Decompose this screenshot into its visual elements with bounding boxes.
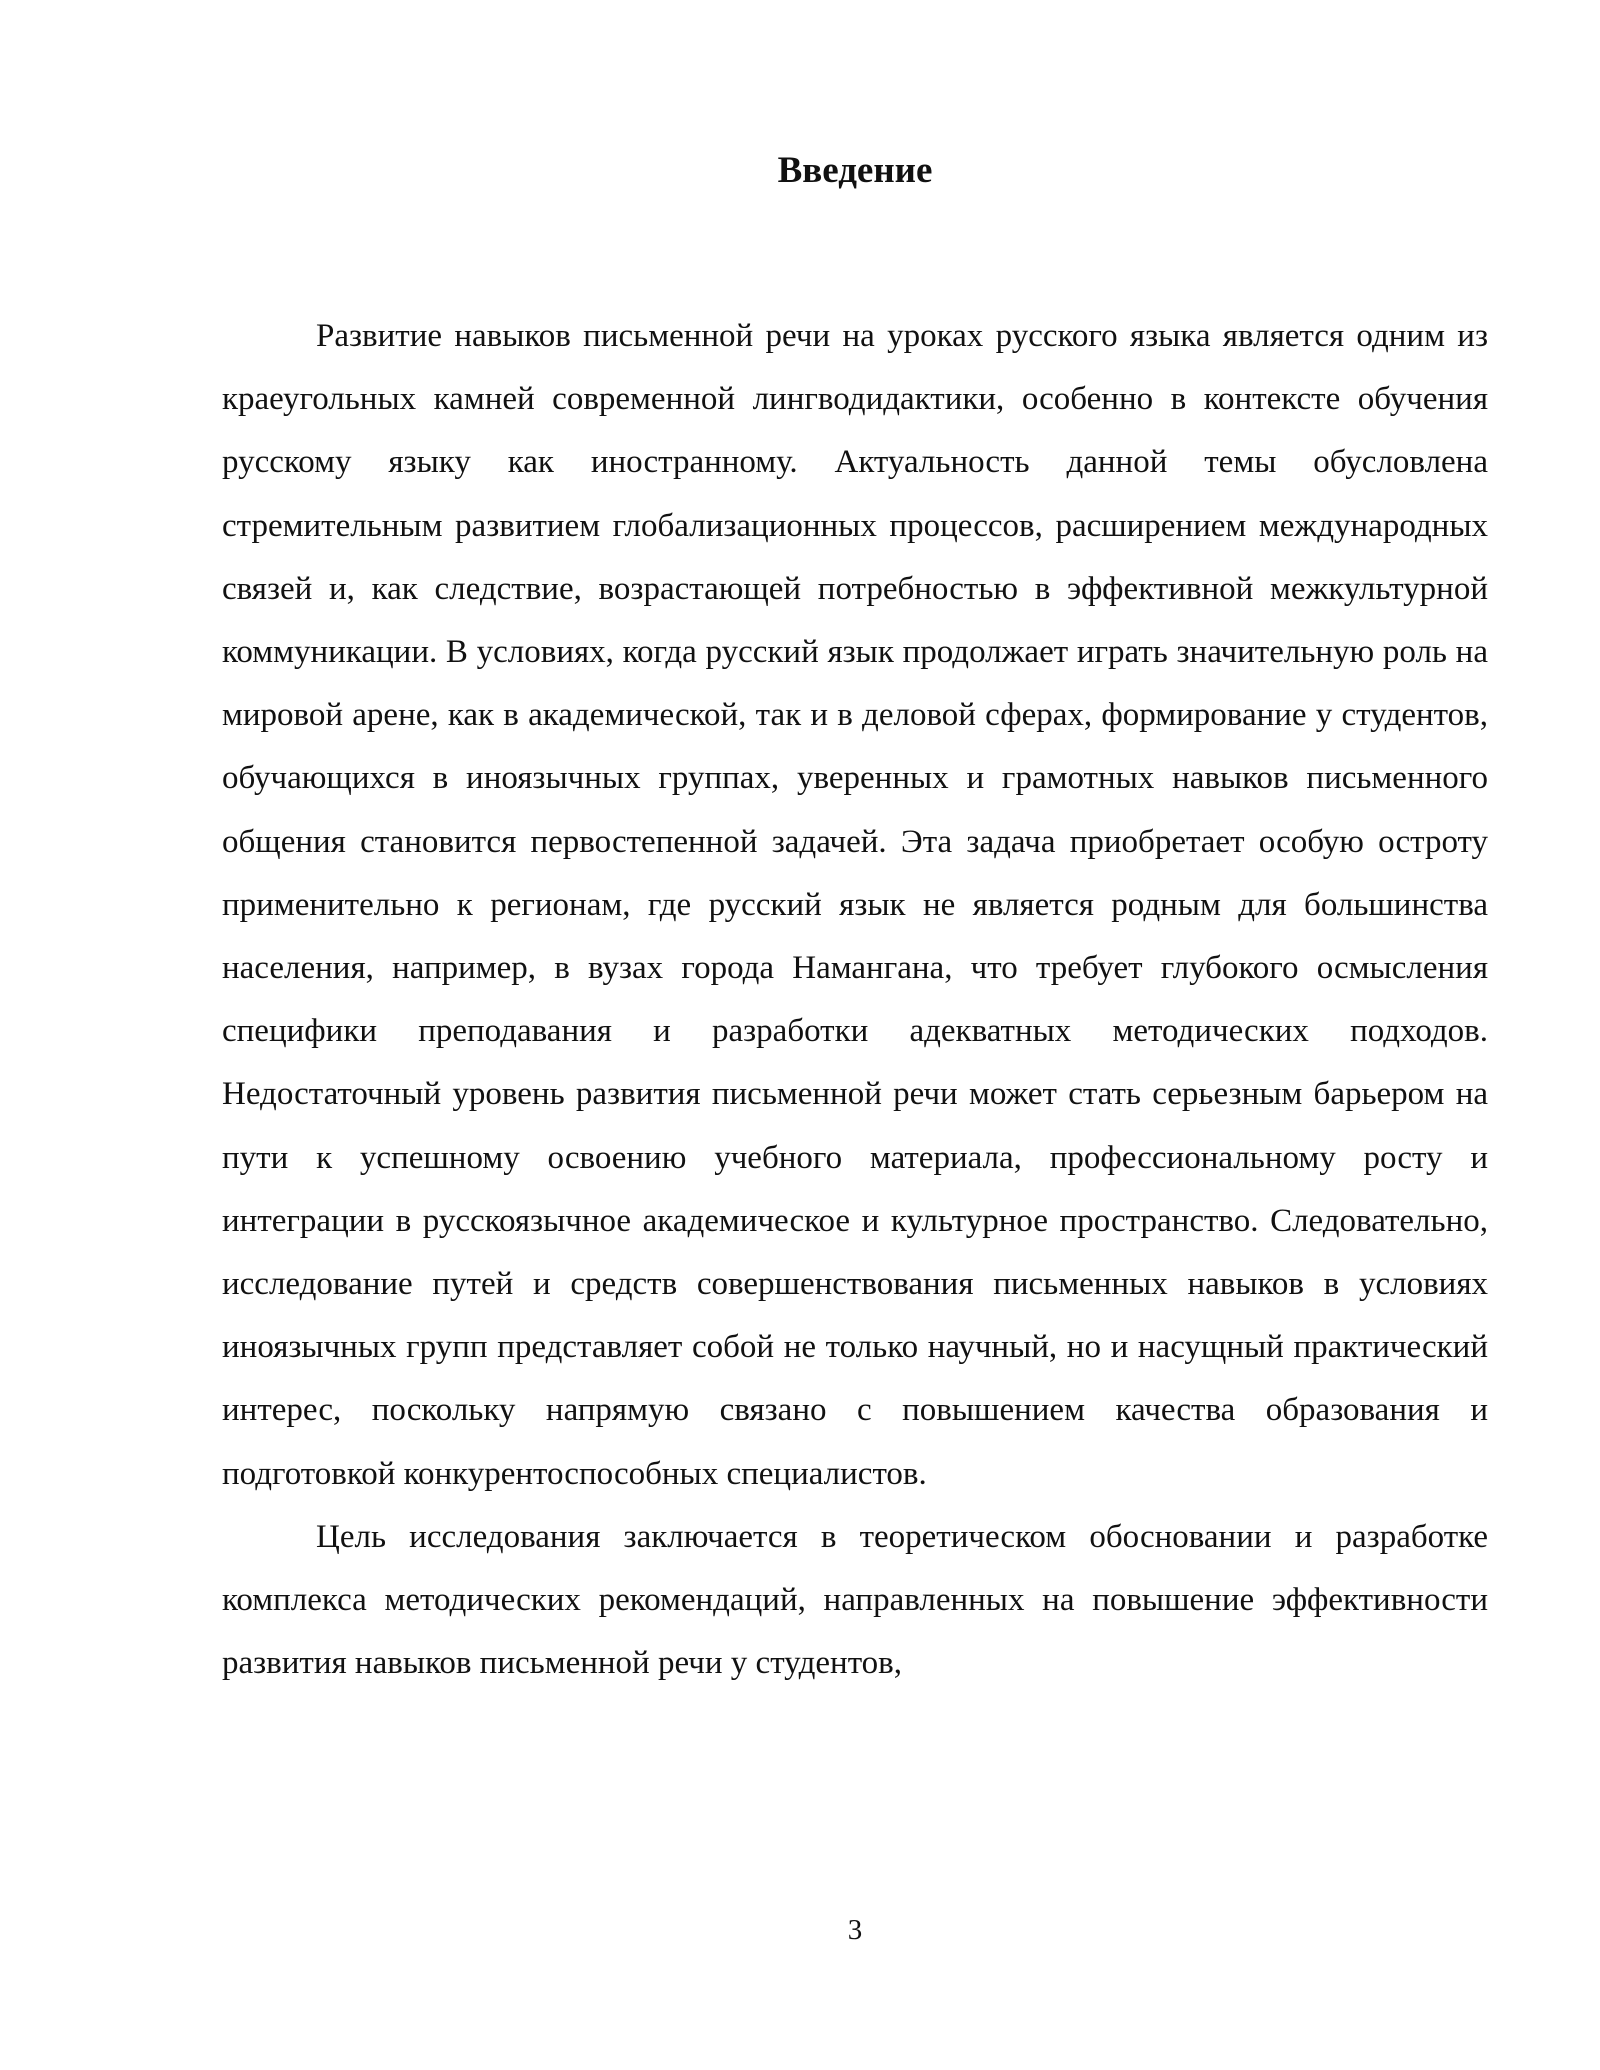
- paragraph-introduction-relevance: Развитие навыков письменной речи на уроках русского языка является одним из краеугольных камней современной лингводидактики, особенно в контексте обучения русскому языку как иностранному. Актуальность данной темы обусловлена стремительным развитием глобализационных процессов, расширением международных связей и, как следствие, возрастающей потребностью в эффективной межкультурной коммуникации. В условиях, когда русский язык продолжает играть значительную роль на мировой арене, как в академической, так и в деловой сферах, формирование у студентов, обучающихся в иноязычных группах, уверенных и грамотных навыков письменного общения становится первостепенной задачей. Эта задача приобретает особую остроту применительно к регионам, где русский язык не является родным для большинства населения, например, в вузах города Намангана, что требует глубокого осмысления специфики преподавания и разработки адекватных методических подходов. Недостаточный уровень развития письменной речи может стать серьезным барьером на пути к успешному освоению учебного материала, профессиональному росту и интеграции в русскоязычное академическое и культурное пространство. Следовательно, исследование путей и средств совершенствования письменных навыков в условиях иноязычных групп представляет собой не только научный, но и насущный практический интерес, поскольку напрямую связано с повышением качества образования и подготовкой конкурентоспособных специалистов.: [222, 318, 1488, 1492]
- page-number: 3: [847, 1914, 863, 1946]
- body-text: [222, 305, 1488, 1695]
- page-title: Введение: [777, 150, 933, 191]
- paragraph-research-goal: Цель исследования заключается в теоретическом обосновании и разработке комплекса методических рекомендаций, направленных на повышение эффективности развития навыков письменной речи у студентов,: [222, 1518, 1488, 1682]
